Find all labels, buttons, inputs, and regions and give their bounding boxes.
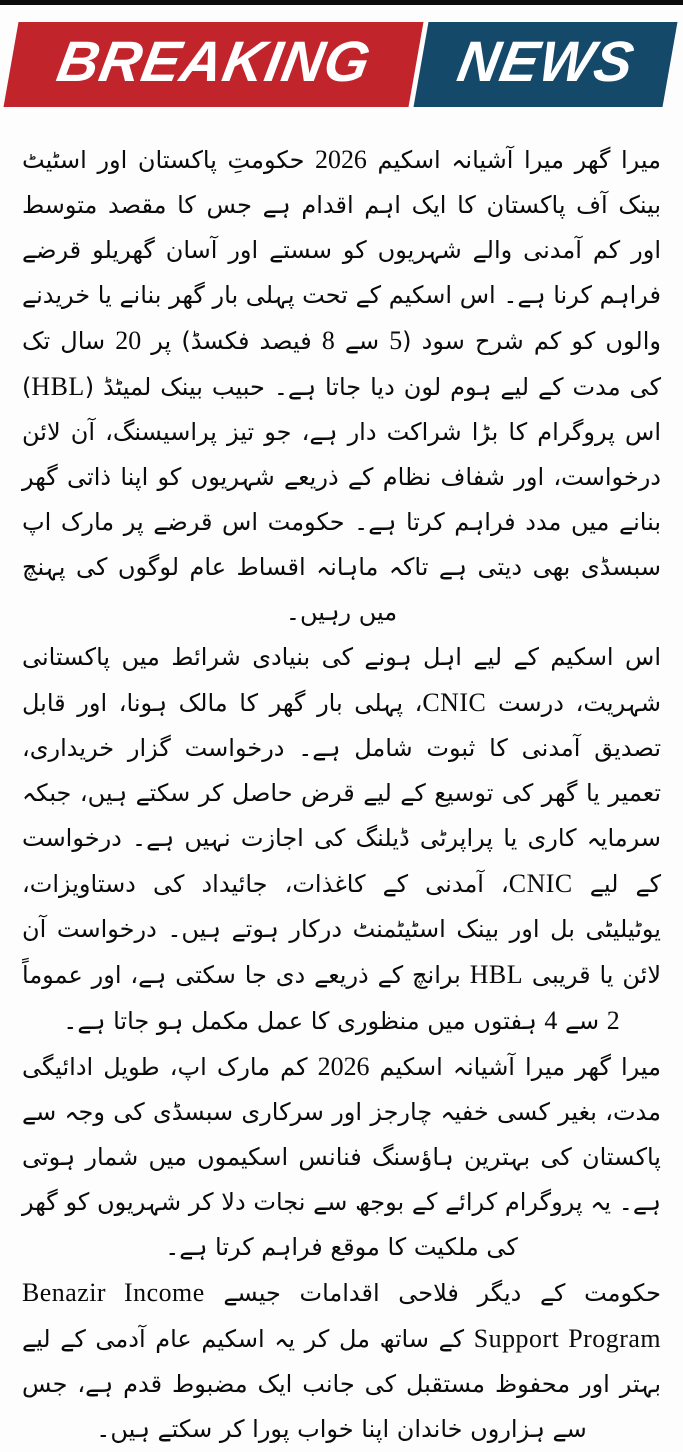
latin-text-segment: 2026 xyxy=(315,145,367,174)
article-body xyxy=(22,137,661,1452)
breaking-label-panel xyxy=(4,22,424,107)
news-label-panel xyxy=(414,22,678,107)
latin-text-segment: 8 xyxy=(321,326,335,355)
breaking-label: BREAKING xyxy=(52,30,376,94)
latin-text-segment: 5 xyxy=(389,326,403,355)
latin-text-segment: CNIC xyxy=(422,688,487,717)
article-paragraph-3: میرا گھر میرا آشیانہ اسکیم 2026 کم مارک اپ، طویل ادائیگی مدت، بغیر کسی خفیہ چارجز اور سرکاری سبسڈی کی وجہ سے پاکستان کی بہترین ہاؤسنگ فنانس اسکیموں میں شمار ہوتی ہے۔ یہ پروگرام کرائے کے بوجھ سے نجات دلا کر شہریوں کو گھر کی ملکیت کا موقع فراہم کرتا ہے۔ xyxy=(22,1052,661,1261)
article-paragraph-2: اس اسکیم کے لیے اہل ہونے کی بنیادی شرائط میں پاکستانی شہریت، درست CNIC، پہلی بار گھر کا مالک ہونا، اور قابل تصدیق آمدنی کا ثبوت شامل ہے۔ درخواست گزار خریداری، تعمیر یا گھر کی توسیع کے لیے قرض حاصل کر سکتے ہیں، جبکہ سرمایہ کاری یا پراپرٹی ڈیلنگ کی اجازت نہیں ہے۔ درخواست کے لیے CNIC، آمدنی کے کاغذات، جائیداد کی دستاویزات، یوٹیلیٹی بل اور بینک اسٹیٹمنٹ درکار ہوتے ہیں۔ درخواست آن لائن یا قریبی HBL برانچ کے ذریعے دی جا سکتی ہے، اور عموماً 2 سے 4 ہفتوں میں منظوری کا عمل مکمل ہو جاتا ہے۔ xyxy=(22,643,662,1035)
top-border-bar xyxy=(0,0,683,5)
latin-text-segment: 4 xyxy=(544,1006,558,1035)
latin-text-segment: HBL xyxy=(31,372,85,401)
news-label: NEWS xyxy=(452,30,640,94)
banner-skewed-strip xyxy=(4,22,678,107)
latin-text-segment: HBL xyxy=(469,960,524,989)
latin-text-segment: 2 xyxy=(606,1006,620,1035)
article-paragraph-1: میرا گھر میرا آشیانہ اسکیم 2026 حکومتِ پاکستان اور اسٹیٹ بینک آف پاکستان کا ایک اہم اقدام ہے جس کا مقصد متوسط اور کم آمدنی والے شہریوں کو سستے اور آسان گھریلو قرضے فراہم کرنا ہے۔ اس اسکیم کے تحت پہلی بار گھر بنانے یا خریدنے والوں کو کم شرح سود (5 سے 8 فیصد فکسڈ) پر 20 سال تک کی مدت کے لیے ہوم لون دیا جاتا ہے۔ حبیب بینک لمیٹڈ (HBL) اس پروگرام کا بڑا شراکت دار ہے، جو تیز پراسیسنگ، آن لائن درخواست، اور شفاف نظام کے ذریعے شہریوں کو اپنا ذاتی گھر بنانے میں مدد فراہم کرتا ہے۔ حکومت اس قرضے پر مارک اپ سبسڈی بھی دیتی ہے تاکہ ماہانہ اقساط عام لوگوں کی پہنچ میں رہیں۔ xyxy=(22,145,661,626)
latin-text-segment: 2026 xyxy=(317,1052,370,1081)
breaking-news-banner xyxy=(11,22,670,107)
latin-text-segment: CNIC xyxy=(508,869,573,898)
latin-text-segment: 20 xyxy=(115,326,142,355)
article-paragraph-4: حکومت کے دیگر فلاحی اقدامات جیسے Benazir Income Support Program کے ساتھ مل کر یہ اسکیم عام آدمی کے لیے بہتر اور محفوظ مستقبل کی جانب ایک مضبوط قدم ہے، جس سے ہزاروں خاندان اپنا خواب پورا کر سکتے ہیں۔ xyxy=(22,1278,661,1443)
latin-text-segment: Benazir Income Support Program xyxy=(22,1278,661,1353)
